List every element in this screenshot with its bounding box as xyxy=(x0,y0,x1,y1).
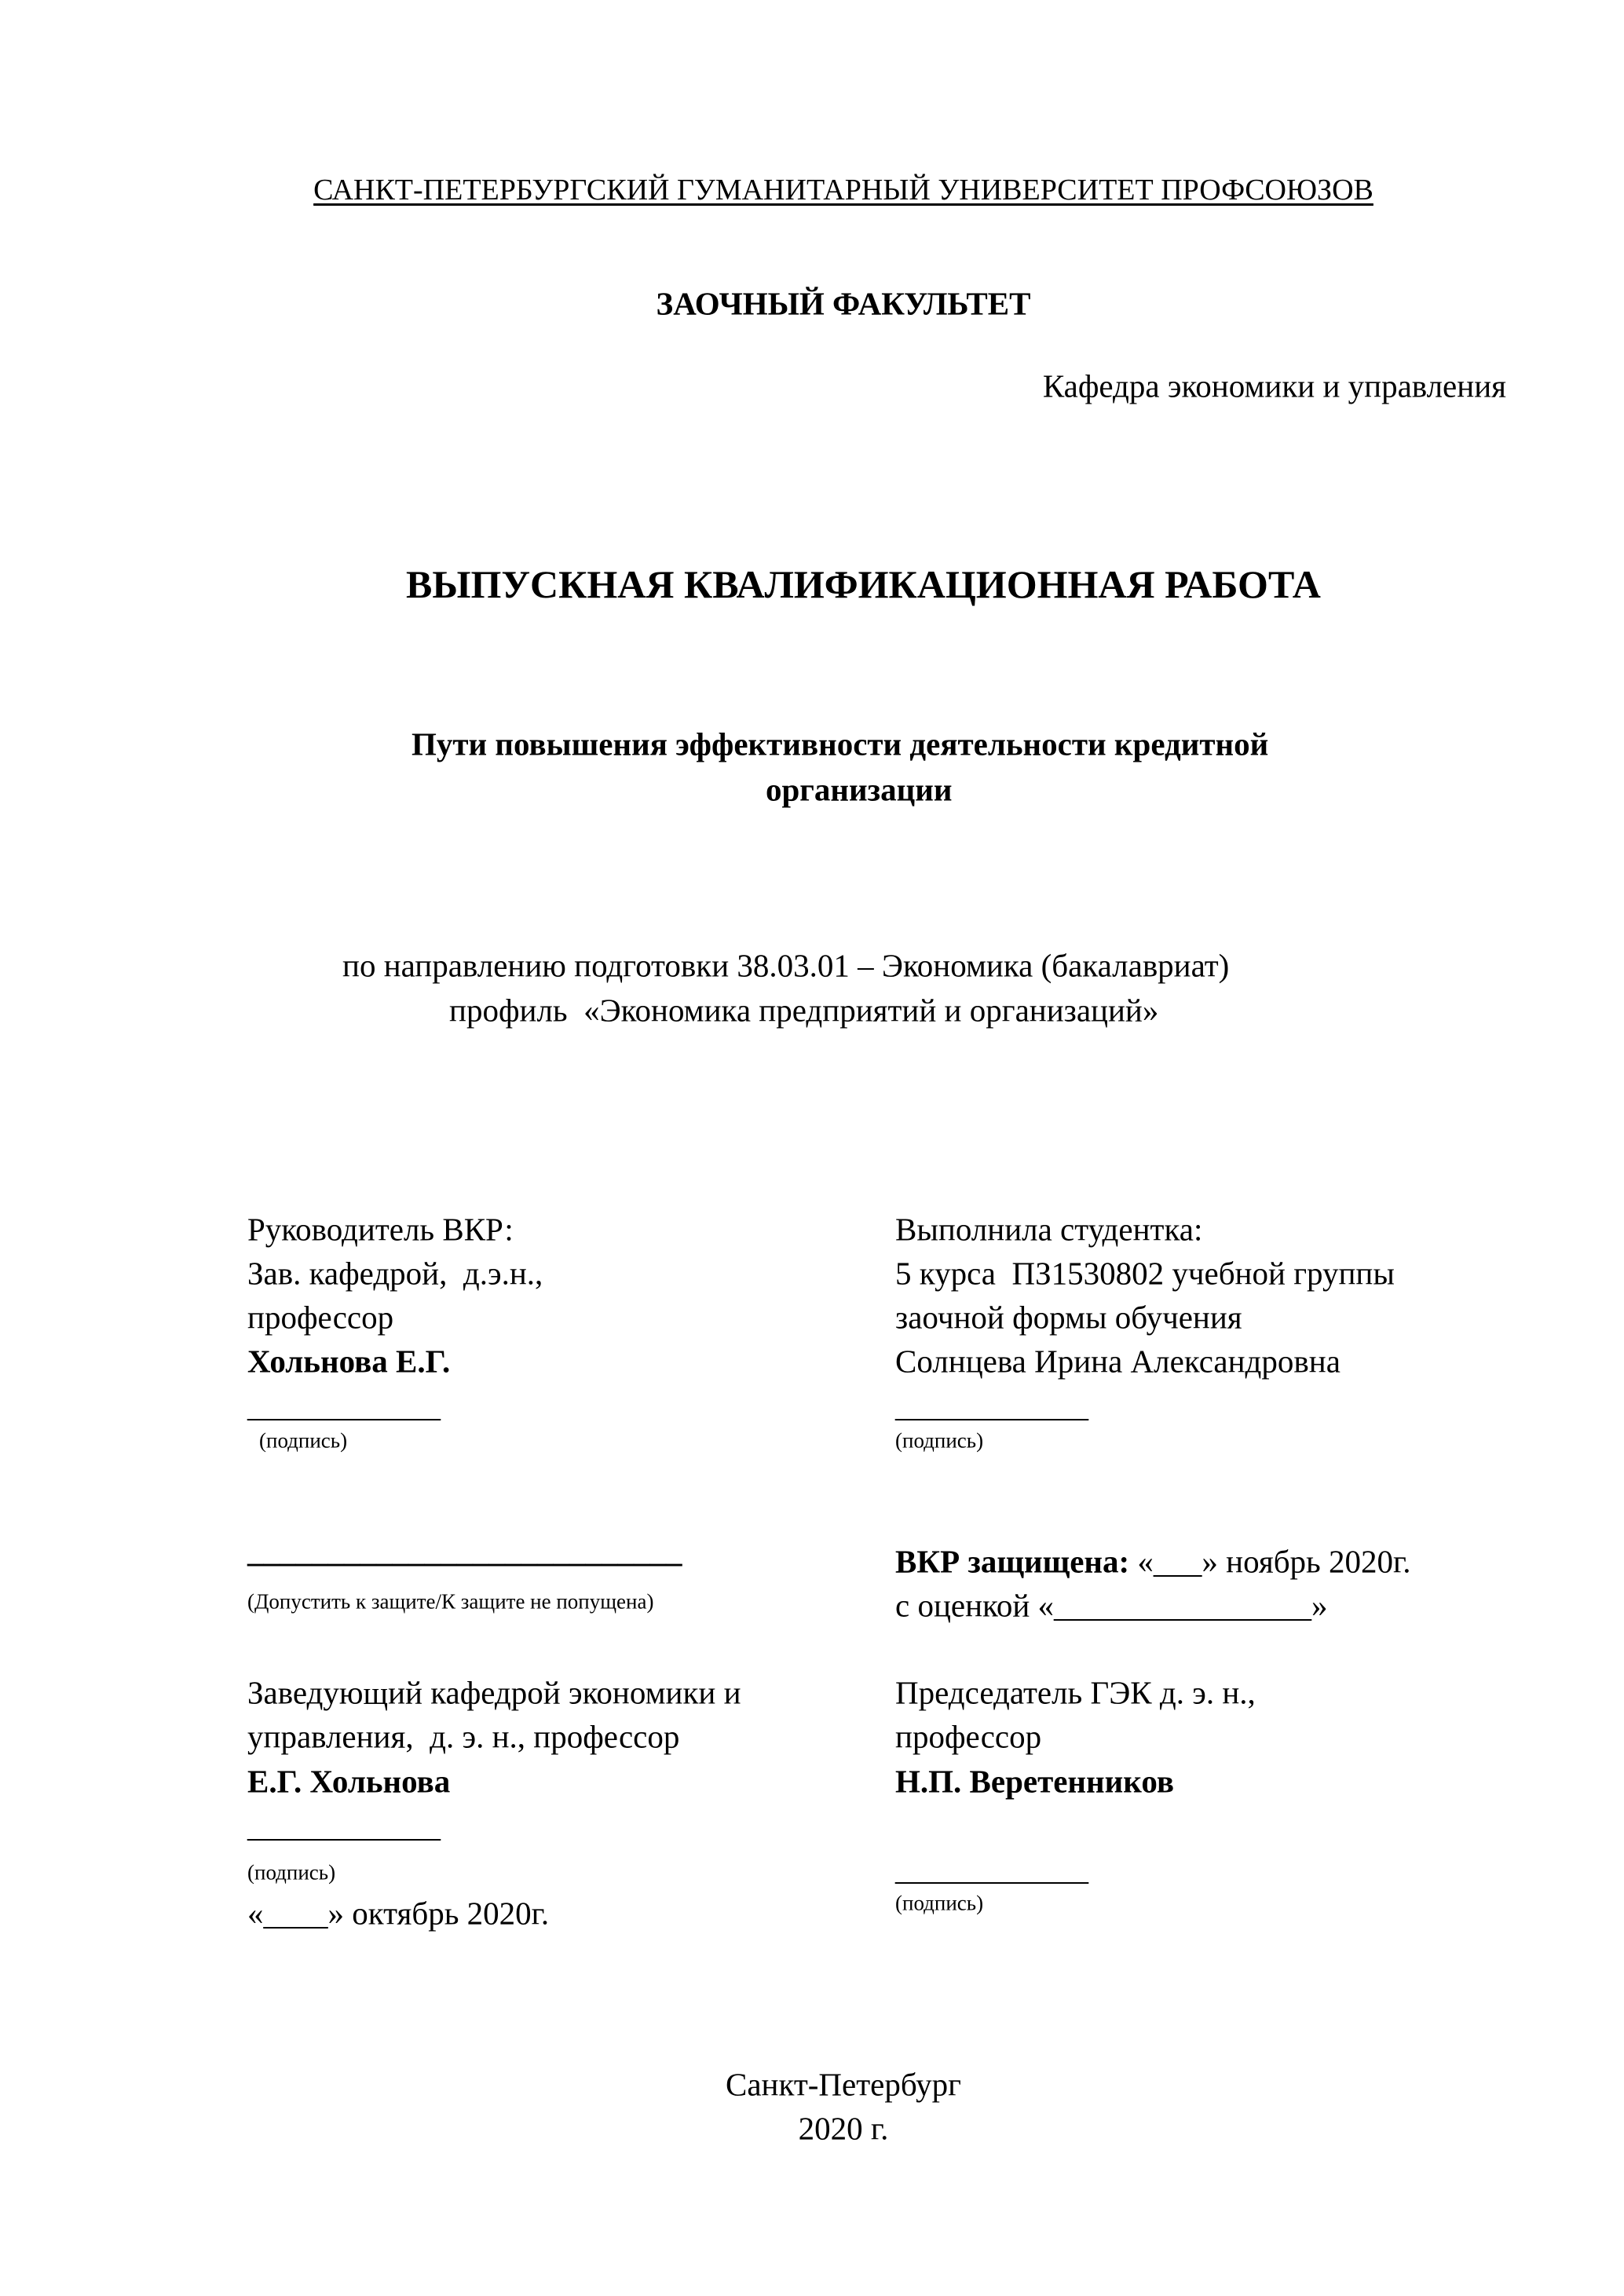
student-form: заочной формы обучения xyxy=(895,1299,1242,1336)
defense-grade: с оценкой «________________» xyxy=(895,1587,1328,1624)
chairman-signature-line: ____________ xyxy=(895,1850,1088,1887)
topic-line-2: организации xyxy=(766,771,953,808)
direction: по направлению подготовки 38.03.01 – Экономика (бакалавриат) xyxy=(342,947,1230,984)
supervisor-signature-line: ____________ xyxy=(247,1387,441,1424)
supervisor-name: Хольнова Е.Г. xyxy=(247,1343,451,1380)
defense-date: «___» ноябрь 2020г. xyxy=(1129,1543,1411,1580)
chairman-line-1: Председатель ГЭК д. э. н., xyxy=(895,1674,1256,1711)
student-name: Солнцева Ирина Александровна xyxy=(895,1343,1341,1380)
head-date: «____» октябрь 2020г. xyxy=(247,1895,550,1932)
profile: профиль «Экономика предприятий и организаций» xyxy=(449,992,1159,1029)
supervisor-position: Зав. кафедрой, д.э.н., xyxy=(247,1255,543,1292)
admission-caption: (Допустить к защите/К защите не попущена) xyxy=(247,1589,654,1614)
head-line-1: Заведующий кафедрой экономики и xyxy=(247,1674,741,1711)
year: 2020 г. xyxy=(798,2110,889,2147)
student-signature-line: ____________ xyxy=(895,1387,1088,1424)
university-name: САНКТ-ПЕТЕРБУРГСКИЙ ГУМАНИТАРНЫЙ УНИВЕРСИТЕТ ПРОФСОЮЗОВ xyxy=(313,174,1373,207)
document-type: ВЫПУСКНАЯ КВАЛИФИКАЦИОННАЯ РАБОТА xyxy=(406,562,1321,606)
head-signature-caption: (подпись) xyxy=(247,1860,336,1885)
student-signature-caption: (подпись) xyxy=(895,1428,984,1453)
chairman-line-2: профессор xyxy=(895,1718,1042,1755)
department-name: Кафедра экономики и управления xyxy=(1042,367,1506,404)
student-label: Выполнила студентка: xyxy=(895,1211,1203,1248)
chairman-signature-caption: (подпись) xyxy=(895,1891,984,1915)
faculty-name: ЗАОЧНЫЙ ФАКУЛЬТЕТ xyxy=(656,285,1031,322)
supervisor-label: Руководитель ВКР: xyxy=(247,1211,514,1248)
defense-result xyxy=(895,1543,1411,1580)
supervisor-signature-caption: (подпись) xyxy=(259,1428,348,1453)
head-line-2: управления, д. э. н., профессор xyxy=(247,1718,680,1755)
admission-line: ___________________________ xyxy=(247,1532,682,1569)
defense-label: ВКР защищена: xyxy=(895,1543,1130,1580)
topic-line-1: Пути повышения эффективности деятельности кредитной xyxy=(411,726,1269,762)
student-course: 5 курса ПЗ1530802 учебной группы xyxy=(895,1255,1395,1292)
supervisor-title: профессор xyxy=(247,1299,394,1336)
chairman-name: Н.П. Веретенников xyxy=(895,1763,1174,1800)
head-signature-line: ____________ xyxy=(247,1807,441,1844)
head-name: Е.Г. Хольнова xyxy=(247,1763,451,1800)
city: Санкт-Петербург xyxy=(726,2066,961,2103)
